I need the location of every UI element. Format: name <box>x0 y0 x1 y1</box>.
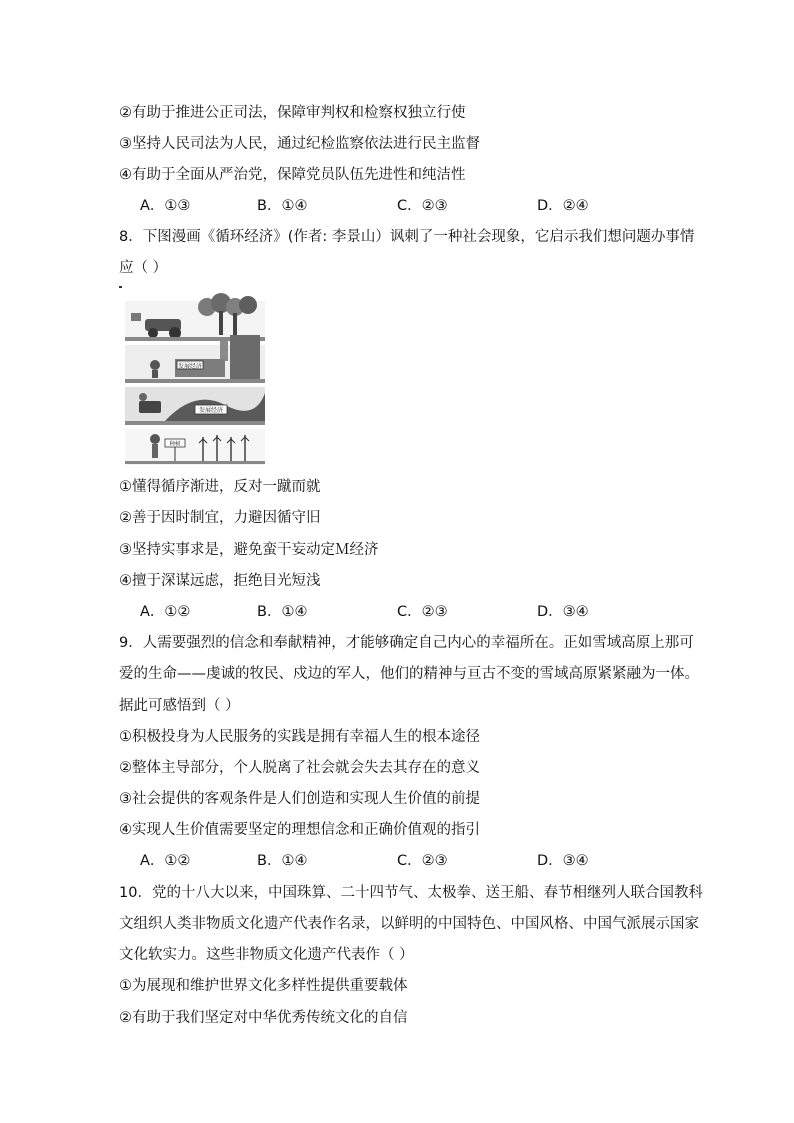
q7-option-3: ③坚持人民司法为人民，通过纪检监察依法进行民主监督 <box>119 136 480 152</box>
q10-stem-line-2: 文组织人类非物质文化遗产代表作名录，以鲜明的中国特色、中国风格、中国气派展示国家 <box>119 916 699 932</box>
q10-option-1: ①为展现和维护世界文化多样性提供重要载体 <box>119 978 408 994</box>
q8-stem-line-1: 8．下图漫画《循环经济》(作者: 李景山）讽刺了一种社会现象，它启示我们想问题办事情 <box>119 229 695 245</box>
comic-panel-1 <box>125 293 265 341</box>
q7-option-4: ④有助于全面从严治党，保障党员队伍先进性和纯洁性 <box>119 167 466 183</box>
comic-panel-3 <box>125 387 265 425</box>
q7-choice-d[interactable]: D．②④ <box>537 198 589 214</box>
q8-choice-c[interactable]: C．②③ <box>397 604 448 620</box>
q9-option-2: ②整体主导部分，个人脱离了社会就会失去其存在的意义 <box>119 760 480 776</box>
q9-choice-a[interactable]: A．①② <box>140 853 191 869</box>
comic-label-2: 发展经济 <box>198 407 224 414</box>
q8-choice-d[interactable]: D．③④ <box>537 604 589 620</box>
q9-option-4: ④实现人生价值需要坚定的理想信念和正确价值观的指引 <box>119 822 480 838</box>
comic-label-1: 发展经济 <box>177 363 203 370</box>
q9-option-3: ③社会提供的客观条件是人们创造和实现人生价值的前提 <box>119 791 480 807</box>
q8-choice-b[interactable]: B．①④ <box>257 604 308 620</box>
q8-option-3: ③坚持实事求是，避免蛮干妄动定Ｍ经济 <box>119 542 379 558</box>
q7-choice-a[interactable]: A．①③ <box>140 198 191 214</box>
q9-choice-c[interactable]: C．②③ <box>397 853 448 869</box>
decorative-mark <box>119 286 122 288</box>
q10-stem-line-1: 10．党的十八大以来，中国珠算、二十四节气、太极拳、送王船、春节相继列人联合国教科 <box>119 885 703 901</box>
q9-option-1: ①积极投身为人民服务的实践是拥有幸福人生的根本途径 <box>119 729 480 745</box>
q8-option-1: ①懂得循序渐进，反对一蹴而就 <box>119 479 321 495</box>
q7-option-2: ②有助于推进公正司法，保障审判权和检察权独立行使 <box>119 105 466 121</box>
q9-stem-line-2: 爱的生命——虔诚的牧民、戍边的军人，他们的精神与亘古不变的雪域高原紧紧融为一体。 <box>119 666 699 682</box>
q8-choice-a[interactable]: A．①② <box>140 604 191 620</box>
q7-choice-c[interactable]: C．②③ <box>397 198 448 214</box>
comic-label-3: 种树 <box>169 441 181 448</box>
comic-panel-2 <box>125 335 265 383</box>
q10-stem-line-3: 文化软实力。这些非物质文化遗产代表作（ ） <box>119 947 414 963</box>
q9-choice-d[interactable]: D．③④ <box>537 853 589 869</box>
q8-option-2: ②善于因时制宜，力避因循守旧 <box>119 510 321 526</box>
q9-stem-line-3: 据此可感悟到（ ） <box>119 698 240 714</box>
q10-option-2: ②有助于我们坚定对中华优秀传统文化的自信 <box>119 1010 408 1026</box>
comic-illustration <box>125 293 265 465</box>
q7-choice-b[interactable]: B．①④ <box>257 198 308 214</box>
q8-stem-line-2: 应（ ） <box>119 260 168 276</box>
q8-option-4: ④擅于深谋远虑，拒绝目光短浅 <box>119 573 321 589</box>
q9-choice-b[interactable]: B．①④ <box>257 853 308 869</box>
q9-stem-line-1: 9．人需要强烈的信念和奉献精神，才能够确定自己内心的幸福所在。正如雪域高原上那可 <box>119 635 694 651</box>
comic-panel-4 <box>125 429 265 465</box>
